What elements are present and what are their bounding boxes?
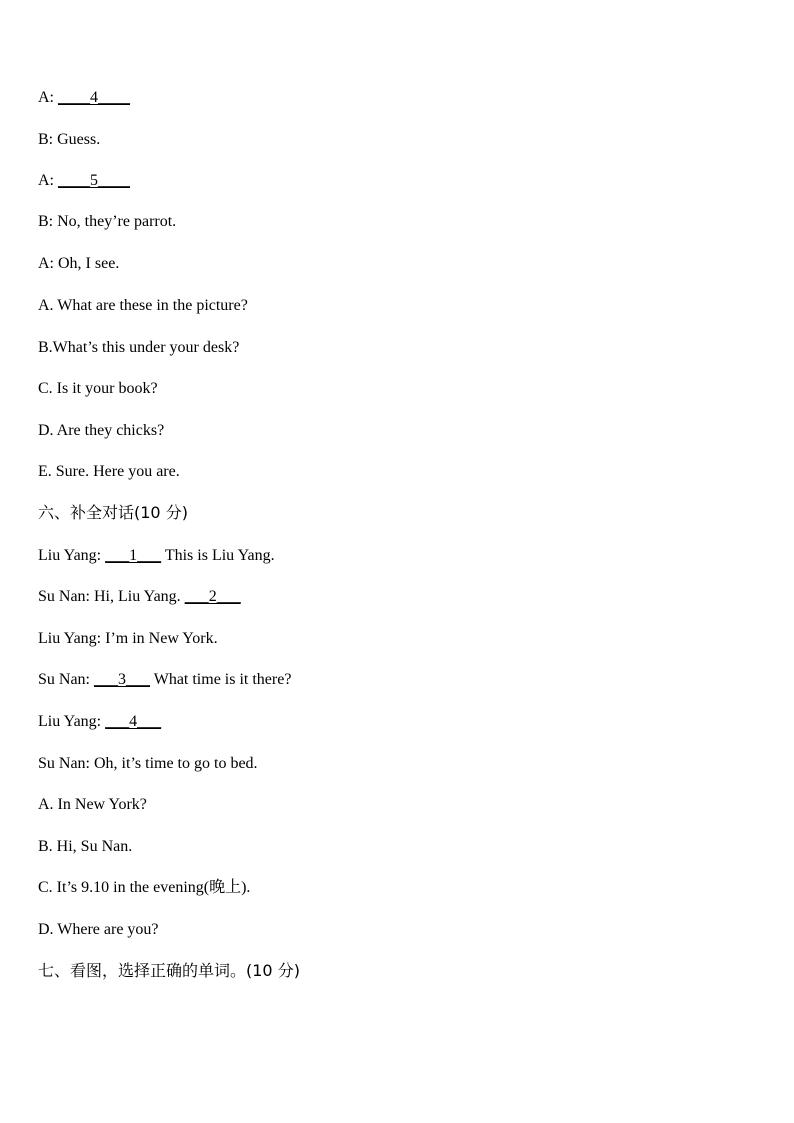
section6-option-c: C. It’s 9.10 in the evening(晚上).: [38, 879, 251, 896]
section6-option-a: A. In New York?: [38, 796, 147, 813]
dialogue1-line-5: [38, 254, 119, 274]
section6-line-4-prefix: Su Nan:: [38, 671, 94, 688]
dialogue1-line-1-text: A:: [38, 89, 58, 106]
section6-blank-1: ___1___: [105, 547, 162, 564]
dialogue1-line-1: [38, 88, 130, 108]
section6-heading: 六、补全对话(10 分): [38, 503, 188, 522]
section6-blank-2: ___2___: [184, 588, 241, 605]
dialogue1-line-3-text: A:: [38, 172, 58, 189]
section6-blank-3: ___3___: [94, 671, 150, 688]
dialogue1-line-4: [38, 212, 176, 232]
section6-line-3-prefix: Liu Yang: I’m in New York.: [38, 630, 218, 647]
section6-line-1-prefix: Liu Yang:: [38, 547, 106, 564]
dialogue1-line-5-text: A: Oh, I see.: [38, 255, 120, 272]
section7-heading: 七、看图，选择正确的单词。(10 分): [38, 961, 300, 980]
dialogue1-option-b: B.What’s this under your desk?: [38, 339, 240, 356]
dialogue1-line-2: [38, 130, 100, 150]
section6-line-4: [38, 670, 291, 690]
dialogue1-option-e: E. Sure. Here you are.: [38, 463, 180, 480]
dialogue1-option-d: D. Are they chicks?: [38, 422, 165, 439]
dialogue1-line-2-text: B: Guess.: [38, 131, 101, 148]
dialogue1-line-4-text: B: No, they’re parrot.: [38, 213, 177, 230]
section6-blank-4: ___4___: [105, 713, 162, 730]
section6-line-4-suffix: What time is it there?: [150, 671, 292, 688]
dialogue1-option-c: C. Is it your book?: [38, 380, 158, 397]
section6-line-6-prefix: Su Nan: Oh, it’s time to go to bed.: [38, 755, 258, 772]
section6-line-1-suffix: This is Liu Yang.: [161, 547, 275, 564]
dialogue1-line-3: [38, 171, 130, 191]
dialogue1-option-a: A. What are these in the picture?: [38, 297, 248, 314]
dialogue1-blank-4: ____4____: [58, 89, 130, 106]
section6-line-3: [38, 629, 218, 649]
section6-line-2-prefix: Su Nan: Hi, Liu Yang.: [38, 588, 185, 605]
dialogue1-blank-5: ____5____: [58, 172, 130, 189]
section6-line-5-prefix: Liu Yang:: [38, 713, 106, 730]
section6-option-d: D. Where are you?: [38, 921, 159, 938]
section6-option-b: B. Hi, Su Nan.: [38, 838, 133, 855]
section6-line-5: [38, 712, 161, 732]
section6-line-1: [38, 546, 275, 566]
section6-line-2: [38, 587, 241, 607]
section6-line-6: [38, 754, 258, 774]
